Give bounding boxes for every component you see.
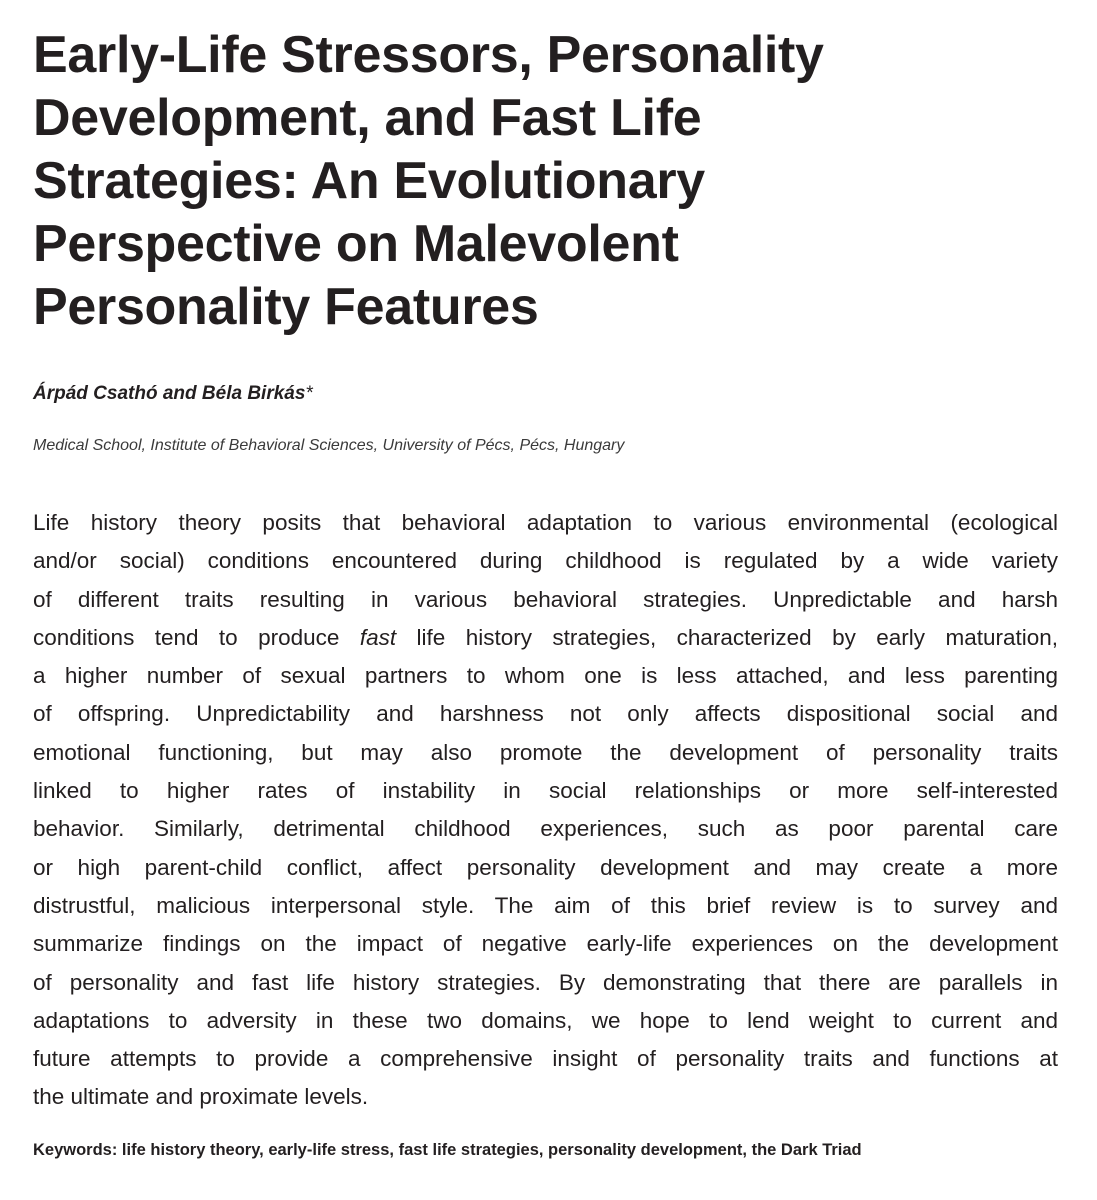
abstract-line: future attempts to provide a comprehensive insight of personality traits and functions at (33, 1046, 1058, 1072)
abstract-line: distrustful, malicious interpersonal style. The aim of this brief review is to survey and (33, 892, 1058, 918)
abstract-line: summarize findings on the impact of negative early-life experiences on the development (33, 931, 1058, 957)
emphasis-fast: fast (359, 624, 397, 650)
abstract-line: of different traits resulting in various behavioral strategies. Unpredictable and harsh (33, 586, 1058, 612)
title-line: Personality Features (33, 278, 539, 336)
abstract-text: life history strategies, characterized by early maturation, (396, 624, 1059, 650)
article-title (33, 24, 1033, 339)
article-page (33, 0, 1063, 1200)
title-line: Perspective on Malevolent (33, 215, 679, 273)
author-affiliation: Medical School, Institute of Behavioral Sciences, University of Pécs, Pécs, Hungary (33, 437, 625, 454)
abstract-line: a higher number of sexual partners to whom one is less attached, and less parenting (33, 663, 1058, 689)
corresponding-author-mark: * (305, 383, 313, 404)
abstract-line: behavior. Similarly, detrimental childhood experiences, such as poor parental care (33, 816, 1058, 842)
abstract-line: of personality and fast life history strategies. By demonstrating that there are parallels in (33, 969, 1058, 995)
title-line: Development, and Fast Life (33, 89, 702, 147)
abstract-line: the ultimate and proximate levels. (33, 1084, 369, 1110)
abstract-line: linked to higher rates of instability in social relationships or more self-interested (33, 778, 1058, 804)
title-line: Strategies: An Evolutionary (33, 152, 705, 210)
abstract-line (33, 619, 1058, 657)
author-names: Árpád Csathó and Béla Birkás (33, 383, 306, 404)
abstract-line: of offspring. Unpredictability and harshness not only affects dispositional social and (33, 701, 1058, 727)
keywords: Keywords: life history theory, early-life stress, fast life strategies, personality development, the Dark Triad (33, 1141, 862, 1159)
title-line: Early-Life Stressors, Personality (33, 26, 824, 84)
abstract-line: Life history theory posits that behavioral adaptation to various environmental (ecological (33, 510, 1058, 535)
abstract-line: and/or social) conditions encountered during childhood is regulated by a wide variety (33, 548, 1058, 574)
abstract-line: adaptations to adversity in these two domains, we hope to lend weight to current and (33, 1007, 1058, 1033)
abstract (33, 504, 1058, 1117)
abstract-text: conditions tend to produce (33, 624, 360, 650)
author-list (33, 382, 313, 406)
abstract-line: or high parent-child conflict, affect personality development and may create a more (33, 854, 1058, 880)
abstract-line: emotional functioning, but may also promote the development of personality traits (33, 739, 1058, 765)
